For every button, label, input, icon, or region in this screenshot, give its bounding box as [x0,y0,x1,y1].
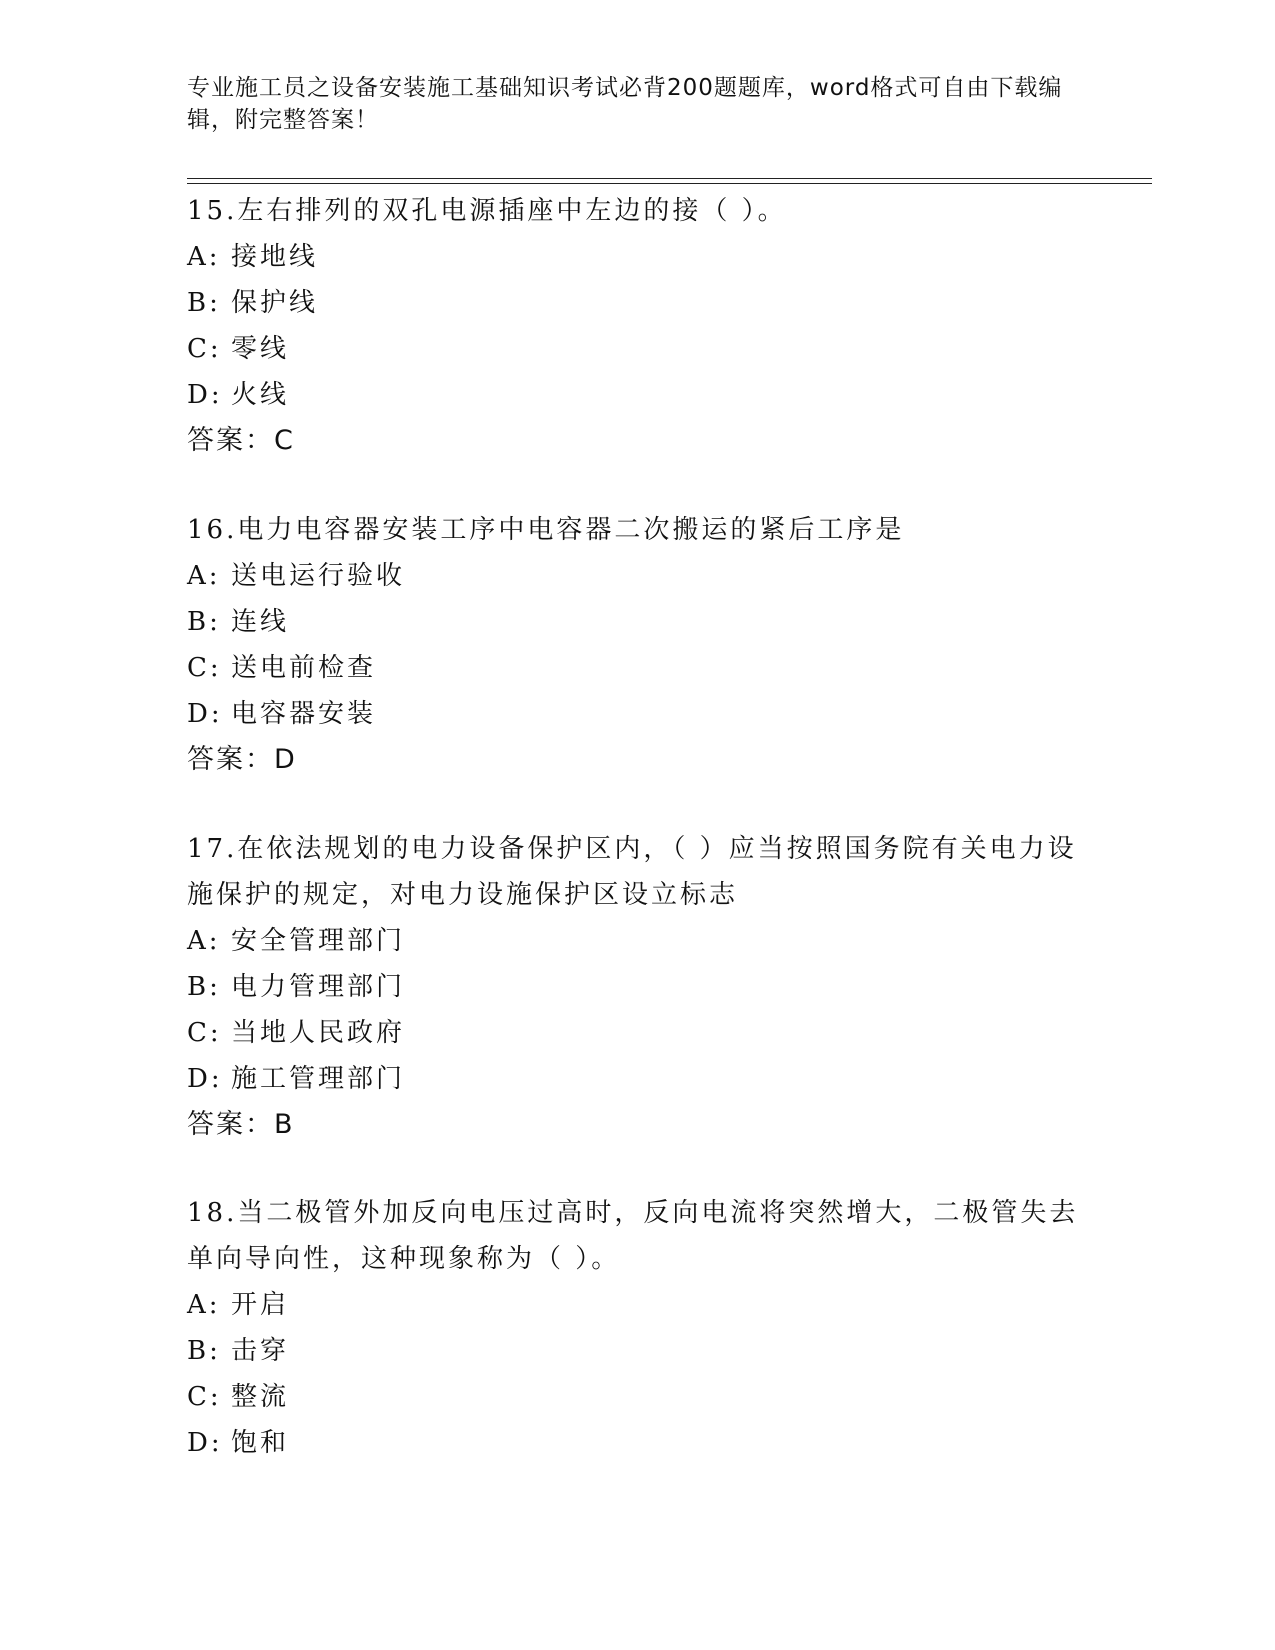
option-text: 当地人民政府 [231,1018,406,1048]
option-text: 饱和 [231,1428,290,1458]
option-text: 送电运行验收 [231,561,406,591]
option-letter: C: [187,1018,222,1048]
option-text: 连线 [231,607,290,637]
answer-line: 答案：D [187,744,297,775]
option-a [187,234,1087,280]
option-b [187,1328,1087,1374]
option-letter: C: [187,653,222,683]
option-letter: B: [187,1336,221,1366]
question-15 [187,188,1087,464]
option-d [187,1056,1087,1102]
option-text: 整流 [231,1382,290,1412]
option-d [187,372,1087,418]
answer-line: 答案：B [187,1109,295,1140]
option-text: 送电前检查 [231,653,377,683]
option-letter: D: [187,380,223,410]
option-a [187,918,1087,964]
option-letter: A: [187,1290,221,1320]
option-c [187,1010,1087,1056]
option-letter: B: [187,607,221,637]
option-d [187,691,1087,737]
header-divider-bottom [187,183,1152,184]
option-b [187,280,1087,326]
option-text: 电容器安装 [231,699,377,729]
option-text: 击穿 [231,1336,290,1366]
option-letter: D: [187,1428,223,1458]
question-17 [187,826,1087,1148]
question-stem: 17.在依法规划的电力设备保护区内，（ ）应当按照国务院有关电力设施保护的规定，对电力设施保护区设立标志 [187,834,1077,910]
document-header: 专业施工员之设备安装施工基础知识考试必背200题题库，word格式可自由下载编辑，附完整答案！ [187,75,1063,133]
question-16 [187,507,1087,783]
option-letter: B: [187,288,221,318]
option-text: 施工管理部门 [231,1064,406,1094]
option-letter: A: [187,242,221,272]
option-d [187,1420,1087,1466]
option-text: 火线 [231,380,290,410]
option-a [187,1282,1087,1328]
option-text: 电力管理部门 [231,972,406,1002]
option-text: 开启 [231,1290,290,1320]
option-text: 零线 [231,334,290,364]
question-stem: 15.左右排列的双孔电源插座中左边的接（ ）。 [187,196,787,226]
option-letter: A: [187,926,221,956]
option-b [187,964,1087,1010]
option-letter: A: [187,561,221,591]
option-letter: B: [187,972,221,1002]
option-b [187,599,1087,645]
option-text: 安全管理部门 [231,926,406,956]
option-c [187,326,1087,372]
question-18 [187,1190,1087,1466]
question-stem: 16.电力电容器安装工序中电容器二次搬运的紧后工序是 [187,515,905,545]
answer-line: 答案：C [187,425,295,456]
option-letter: D: [187,699,223,729]
question-stem: 18.当二极管外加反向电压过高时，反向电流将突然增大，二极管失去单向导向性，这种现象称为（ ）。 [187,1198,1079,1274]
option-letter: D: [187,1064,223,1094]
option-a [187,553,1087,599]
option-c [187,1374,1087,1420]
option-letter: C: [187,334,222,364]
header-divider-top [187,178,1152,179]
option-text: 接地线 [231,242,319,272]
option-c [187,645,1087,691]
option-text: 保护线 [231,288,319,318]
option-letter: C: [187,1382,222,1412]
